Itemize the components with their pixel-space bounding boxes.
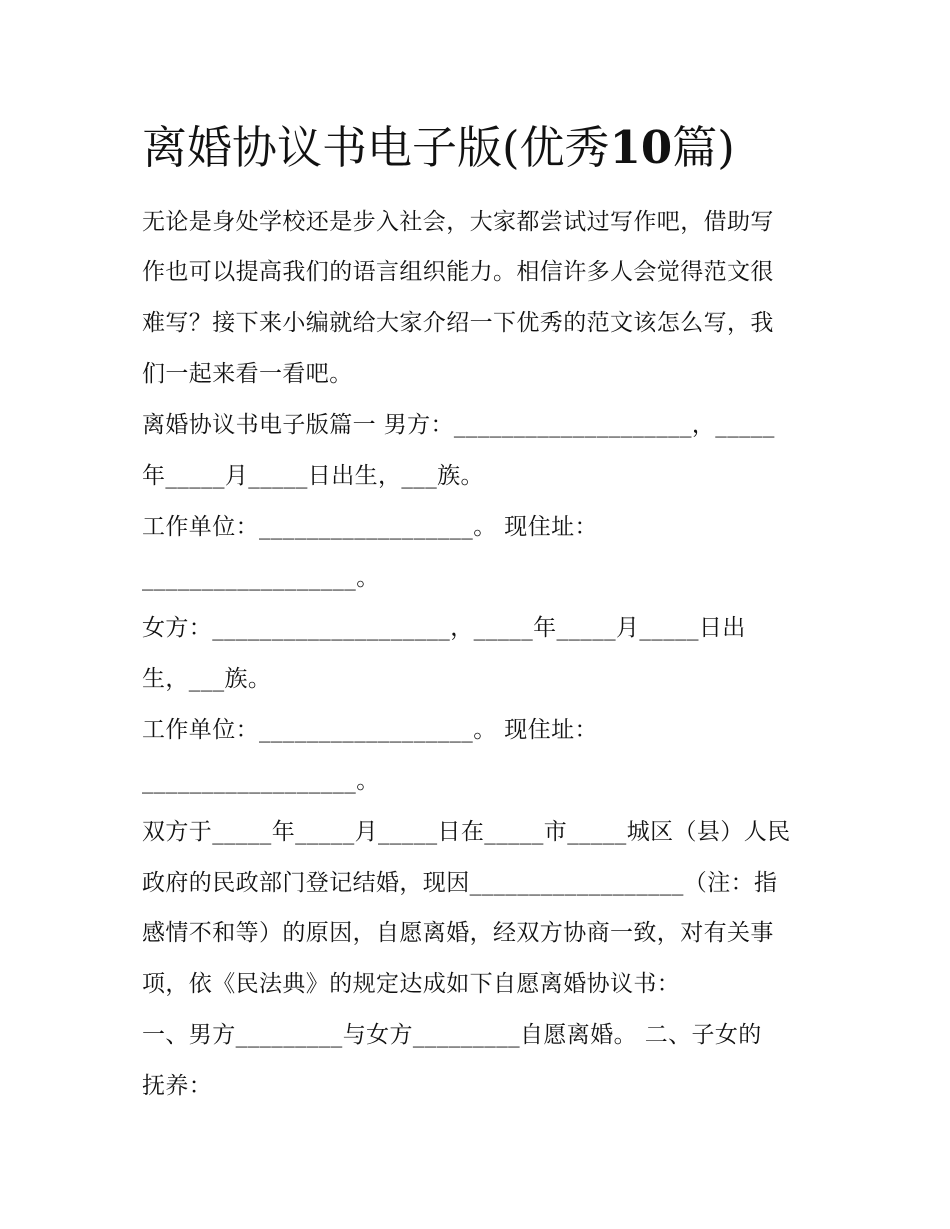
title-number: 10 [609, 121, 673, 174]
clause-line-1: 一、男方_________与女方_________自愿离婚。 二、子女的 [142, 1022, 762, 1048]
marriage-line-1: 双方于_____年_____月_____日在_____市_____城区（县）人民 [142, 819, 791, 845]
title-tail: 篇) [672, 121, 735, 174]
male-birth-line: 年_____月_____日出生，___族。 [142, 463, 484, 489]
female-party-line: 女方：____________________，_____年_____月_____日出 [142, 615, 746, 641]
marriage-line-4: 项，依《民法典》的规定达成如下自愿离婚协议书： [142, 971, 681, 997]
female-address-line: __________________。 [142, 768, 380, 794]
marriage-line-3: 感情不和等）的原因，自愿离婚，经双方协商一致，对有关事 [142, 920, 774, 946]
intro-line-4: 们一起来看一看吧。 [142, 361, 353, 387]
intro-line-1: 无论是身处学校还是步入社会，大家都尝试过写作吧，借助写 [142, 209, 774, 235]
intro-line-2: 作也可以提高我们的语言组织能力。相信许多人会觉得范文很 [142, 259, 774, 285]
marriage-line-2: 政府的民政部门登记结婚，现因__________________（注：指 [142, 870, 778, 896]
male-party-line: 离婚协议书电子版篇一 男方：____________________，_____ [142, 412, 775, 438]
title-main: 离婚协议书电子版(优秀 [142, 121, 610, 174]
page-title [142, 118, 735, 178]
clause-line-2: 抚养： [142, 1073, 213, 1099]
male-address-line: __________________。 [142, 565, 380, 591]
intro-line-3: 难写？接下来小编就给大家介绍一下优秀的范文该怎么写，我 [142, 310, 774, 336]
male-work-line: 工作单位：__________________。 现住址： [142, 514, 598, 540]
female-work-line: 工作单位：__________________。 现住址： [142, 717, 598, 743]
female-birth-line: 生，___族。 [142, 666, 272, 692]
